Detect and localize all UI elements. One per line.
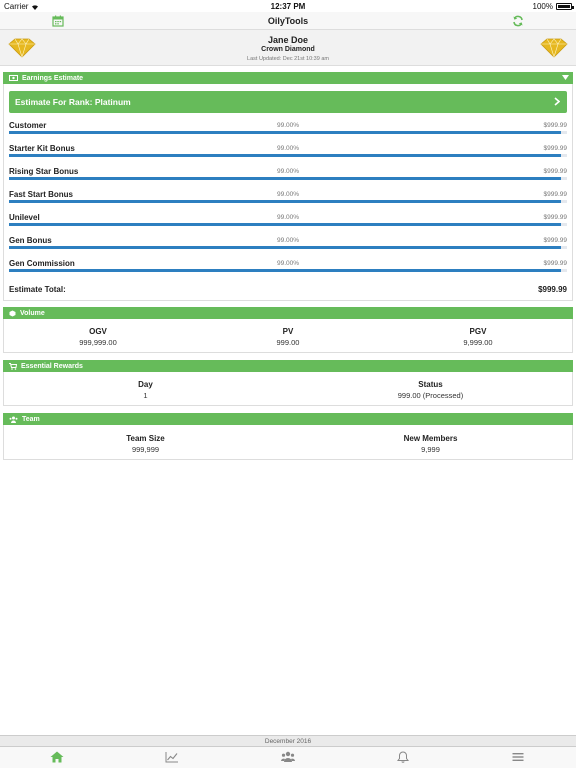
progress-fill — [9, 246, 561, 249]
stat-value: 1 — [143, 391, 148, 400]
user-name: Jane Doe — [267, 35, 309, 45]
progress-fill — [9, 177, 561, 180]
battery-indicator — [533, 2, 572, 11]
home-icon[interactable] — [50, 751, 64, 763]
earnings-row — [9, 259, 567, 275]
earnings-row-percent: 99.00% — [276, 237, 300, 244]
volume-stat-pgv — [383, 327, 573, 347]
earnings-row — [9, 190, 567, 206]
rewards-stat-day — [3, 380, 288, 400]
volume-stat-pv — [193, 327, 383, 347]
battery-icon — [556, 3, 572, 10]
team-stat-size — [3, 434, 288, 454]
estimate-total-label: Estimate Total: — [9, 285, 66, 294]
cube-icon — [9, 310, 16, 317]
diamond-rank-icon — [540, 38, 568, 58]
earnings-row — [9, 236, 567, 252]
progress-fill — [9, 131, 561, 134]
earnings-row-amount: $999.99 — [543, 122, 567, 129]
profile-header — [0, 30, 576, 66]
diamond-rank-icon — [8, 38, 36, 58]
progress-track — [9, 246, 567, 249]
rewards-section-title: Essential Rewards — [21, 362, 83, 370]
progress-track — [9, 200, 567, 203]
team-stat-new-members — [288, 434, 573, 454]
stat-label: OGV — [89, 327, 107, 336]
team-section-title: Team — [22, 415, 40, 423]
last-updated: Last Updated: Dec 21st 10:39 am — [247, 56, 329, 62]
chevron-down-icon[interactable] — [562, 75, 569, 80]
menu-icon[interactable] — [511, 751, 525, 763]
earnings-row-amount: $999.99 — [543, 168, 567, 175]
progress-track — [9, 269, 567, 272]
estimate-rank-button[interactable] — [9, 91, 567, 113]
earnings-row — [9, 121, 567, 137]
earnings-section-title: Earnings Estimate — [22, 74, 84, 82]
chevron-right-icon — [554, 97, 560, 106]
tab-bar — [0, 747, 576, 768]
battery-label: 100% — [532, 2, 553, 11]
earnings-row-amount: $999.99 — [543, 191, 567, 198]
earnings-row — [9, 213, 567, 229]
money-icon — [9, 75, 18, 81]
stat-value: 999.00 — [276, 338, 300, 347]
estimate-total-row — [9, 285, 567, 297]
team-section-header[interactable] — [3, 413, 573, 425]
stat-value: 9,999.00 — [463, 338, 493, 347]
volume-section-title: Volume — [20, 309, 45, 317]
earnings-row — [9, 144, 567, 160]
earnings-row-percent: 99.00% — [276, 145, 300, 152]
volume-stat-ogv — [3, 327, 193, 347]
stat-label: Status — [418, 380, 443, 389]
month-label: December 2016 — [264, 738, 312, 745]
volume-section-header[interactable] — [3, 307, 573, 319]
earnings-row-label: Unilevel — [9, 213, 40, 222]
progress-track — [9, 131, 567, 134]
earnings-row-percent: 99.00% — [276, 214, 300, 221]
chart-icon[interactable] — [165, 751, 179, 763]
earnings-row-percent: 99.00% — [276, 260, 300, 267]
progress-track — [9, 223, 567, 226]
cart-icon — [9, 363, 17, 370]
earnings-row-percent: 99.00% — [276, 168, 300, 175]
progress-track — [9, 154, 567, 157]
earnings-row-amount: $999.99 — [543, 237, 567, 244]
progress-fill — [9, 200, 561, 203]
earnings-row-label: Customer — [9, 121, 47, 130]
stat-value: 999,999.00 — [79, 338, 117, 347]
earnings-row-label: Rising Star Bonus — [9, 167, 79, 176]
nav-bar — [0, 12, 576, 30]
estimate-total-amount: $999.99 — [538, 285, 567, 294]
stat-label: PV — [282, 327, 294, 336]
estimate-rank-label: Estimate For Rank: Platinum — [15, 97, 131, 107]
earnings-row-label: Fast Start Bonus — [9, 190, 74, 199]
earnings-row-label: Starter Kit Bonus — [9, 144, 75, 153]
earnings-row-percent: 99.00% — [276, 191, 300, 198]
earnings-row-label: Gen Commission — [9, 259, 75, 268]
progress-fill — [9, 223, 561, 226]
stat-value: 999.00 (Processed) — [397, 391, 464, 400]
stat-label: PGV — [469, 327, 487, 336]
app-title: OilyTools — [267, 16, 309, 26]
rewards-section-header[interactable] — [3, 360, 573, 372]
earnings-row-percent: 99.00% — [276, 122, 300, 129]
stat-value: 9,999 — [421, 445, 440, 454]
earnings-row-label: Gen Bonus — [9, 236, 52, 245]
clock: 12:37 PM — [270, 2, 306, 11]
bell-icon[interactable] — [396, 751, 410, 763]
stat-value: 999,999 — [131, 445, 160, 454]
stat-label: Team Size — [126, 434, 165, 443]
team-icon — [9, 416, 18, 423]
earnings-row — [9, 167, 567, 183]
month-selector[interactable] — [0, 735, 576, 747]
status-bar — [0, 0, 576, 12]
earnings-row-amount: $999.99 — [543, 214, 567, 221]
carrier-label: Carrier — [4, 2, 29, 11]
user-rank: Crown Diamond — [261, 46, 315, 53]
earnings-row-amount: $999.99 — [543, 260, 567, 267]
stat-label: New Members — [403, 434, 458, 443]
earnings-row-amount: $999.99 — [543, 145, 567, 152]
earnings-section-header[interactable] — [3, 72, 573, 84]
progress-track — [9, 177, 567, 180]
team-tab-icon[interactable] — [281, 751, 295, 763]
progress-fill — [9, 269, 561, 272]
rewards-stat-status — [288, 380, 573, 400]
refresh-icon[interactable] — [512, 15, 524, 27]
stat-label: Day — [138, 380, 153, 389]
progress-fill — [9, 154, 561, 157]
